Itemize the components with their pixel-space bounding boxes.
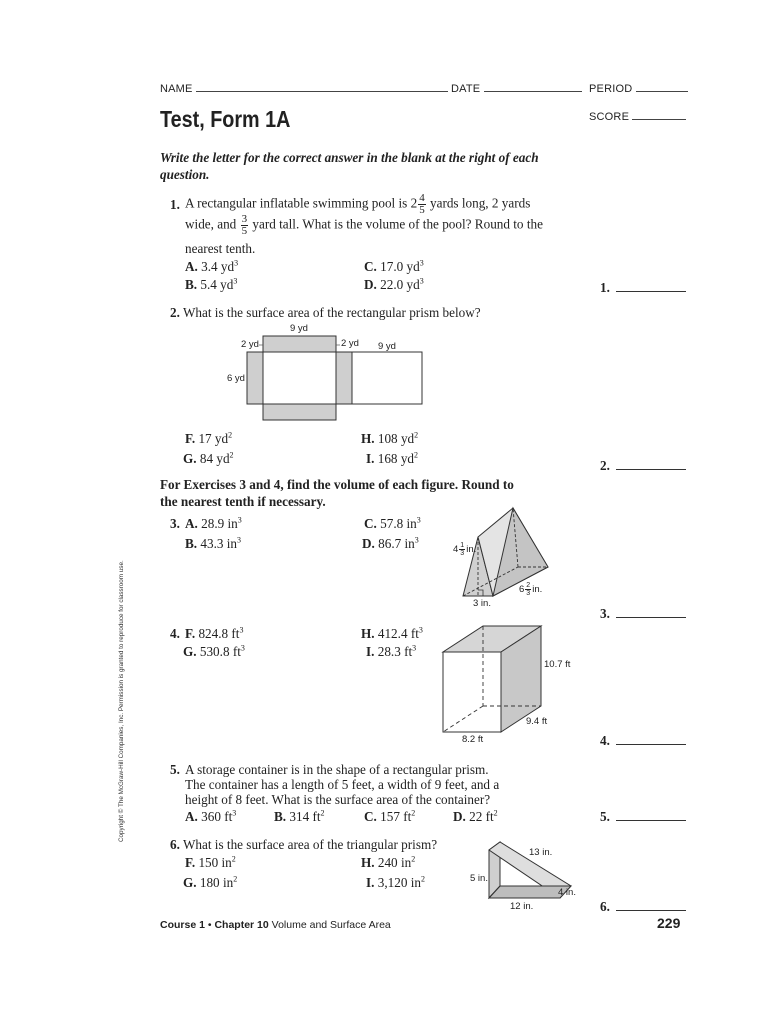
- choice-exponent: 2: [228, 430, 233, 440]
- q1-frac2-den: 5: [241, 225, 248, 237]
- q5-line2: The container has a length of 5 feet, a width of 9 feet, and a: [185, 777, 500, 792]
- choice-exponent: 2: [411, 854, 416, 864]
- q1-text-b: yards long, 2 yards: [426, 195, 531, 211]
- footer-bullet: •: [207, 919, 212, 931]
- q5-number: 5.: [170, 762, 180, 777]
- choice-exponent: 2: [233, 874, 238, 884]
- choice-letter: C.: [364, 516, 377, 531]
- q5-line1: A storage container is in the shape of a rectangular prism.: [185, 762, 489, 777]
- q1-frac1-num: 4: [419, 192, 425, 204]
- choice-exponent: 3: [419, 276, 424, 286]
- period-label: PERIOD: [589, 83, 633, 95]
- q6-label-height: 5 in.: [470, 873, 488, 884]
- choice-exponent: 3: [416, 515, 421, 525]
- choice-text: 180 in: [199, 875, 234, 890]
- choice-exponent: 3: [419, 258, 424, 268]
- choice-exponent: 3: [414, 535, 419, 545]
- choice-text: 108 yd: [377, 431, 415, 446]
- q1-number: 1.: [170, 197, 180, 212]
- q6-label-base: 12 in.: [510, 901, 534, 912]
- choice-text: 5.4 yd: [200, 277, 234, 292]
- footer-course: [160, 919, 391, 931]
- answer-blank-4[interactable]: [600, 733, 686, 749]
- choice-text: 168 yd: [377, 451, 414, 466]
- choice-letter: A.: [185, 516, 198, 531]
- q4-label-depth: 9.4 ft: [526, 716, 548, 727]
- footer-course-name: Course 1: [160, 919, 205, 931]
- answer-blank-5[interactable]: [600, 809, 686, 825]
- choice-exponent: 3: [232, 808, 237, 818]
- choice-text: 84 yd: [199, 451, 230, 466]
- choice-text: 824.8 ft: [198, 626, 240, 641]
- choice-exponent: 2: [320, 808, 325, 818]
- choice-text: 17 yd: [198, 431, 229, 446]
- choice-text: 360 ft: [201, 809, 233, 824]
- choice-letter: F.: [185, 431, 196, 446]
- choice-text: 412.4 ft: [377, 626, 419, 641]
- q5-line3: height of 8 feet. What is the surface area of the container?: [185, 792, 491, 807]
- q3-label-length: 6 $\frac{2}{3}$ in.: [519, 582, 543, 597]
- q6-label-hyp: 13 in.: [529, 847, 553, 858]
- choice-letter: G.: [183, 875, 197, 890]
- choice-exponent: 2: [231, 854, 236, 864]
- choice-exponent: 3: [234, 258, 239, 268]
- section-heading-line2: the nearest tenth if necessary.: [160, 494, 326, 509]
- choice-exponent: 2: [414, 450, 418, 460]
- score-label: SCORE: [589, 111, 630, 123]
- q2-label-height: 6 yd: [227, 373, 245, 384]
- answer-blank-2[interactable]: [600, 458, 686, 474]
- q1-frac2-num: 3: [241, 213, 248, 225]
- footer-chapter: Chapter 10: [214, 919, 269, 931]
- choice-exponent: 3: [239, 625, 244, 635]
- choice-text: 43.3 in: [200, 536, 238, 551]
- answer-number: 2.: [600, 458, 610, 473]
- footer-chapter-title: Volume and Surface Area: [271, 919, 391, 931]
- answer-blank-6[interactable]: [600, 899, 686, 915]
- choice-text: 3,120 in: [377, 875, 421, 890]
- answer-number: 1.: [600, 280, 610, 295]
- choice-letter: C.: [364, 809, 377, 824]
- choice-letter: D.: [453, 809, 466, 824]
- choice-text: 157 ft: [380, 809, 412, 824]
- choice-text: 150 in: [198, 855, 232, 870]
- choice-text: 240 in: [377, 855, 412, 870]
- q1-text-a: A rectangular inflatable swimming pool is 2: [185, 195, 418, 211]
- q3-label-height: 4 $\frac{1}{3}$ in.: [453, 542, 477, 557]
- choice-text: 3.4 yd: [201, 259, 235, 274]
- q4-label-width: 8.2 ft: [462, 734, 484, 745]
- q2-label-right-face: 9 yd: [378, 341, 396, 352]
- choice-exponent: 3: [418, 625, 423, 635]
- choice-text: 314 ft: [289, 809, 321, 824]
- choice-letter: H.: [361, 431, 375, 446]
- q4-number: 4.: [170, 626, 180, 641]
- section-heading-line1: For Exercises 3 and 4, find the volume of each figure. Round to: [160, 477, 514, 492]
- choice-letter: G.: [183, 451, 197, 466]
- choice-letter: A.: [185, 809, 198, 824]
- name-label: NAME: [160, 83, 193, 95]
- q6-label-depth: 4 in.: [558, 887, 576, 898]
- choice-letter: H.: [361, 855, 375, 870]
- choice-exponent: 2: [229, 450, 234, 460]
- choice-exponent: 3: [240, 643, 245, 653]
- answer-number: 5.: [600, 809, 610, 824]
- choice-text: 86.7 in: [378, 536, 415, 551]
- choice-text: 17.0 yd: [380, 259, 420, 274]
- choice-letter: D.: [362, 536, 375, 551]
- choice-letter: D.: [364, 277, 377, 292]
- choice-exponent: 3: [233, 276, 238, 286]
- choice-letter: I.: [366, 451, 375, 466]
- choice-text: 22 ft: [469, 809, 494, 824]
- q2-number: 2.: [170, 305, 180, 320]
- choice-letter: B.: [274, 809, 287, 824]
- choice-exponent: 3: [237, 535, 242, 545]
- choice-text: 530.8 ft: [199, 644, 241, 659]
- choice-letter: H.: [361, 626, 375, 641]
- choice-exponent: 2: [411, 808, 416, 818]
- choice-letter: C.: [364, 259, 377, 274]
- date-label: DATE: [451, 83, 481, 95]
- choice-letter: A.: [185, 259, 198, 274]
- answer-blank-3[interactable]: [600, 606, 686, 622]
- q6-number: 6.: [170, 837, 180, 852]
- copyright-notice: Copyright © The McGraw-Hill Companies, Inc. Permission is granted to reproduce for classroom use.: [118, 560, 125, 842]
- answer-number: 6.: [600, 899, 610, 914]
- choice-text: 28.9 in: [201, 516, 238, 531]
- choice-letter: I.: [366, 644, 375, 659]
- choice-letter: F.: [185, 855, 196, 870]
- choice-letter: I.: [366, 875, 375, 890]
- choice-text: 22.0 yd: [380, 277, 420, 292]
- answer-blank-1[interactable]: [600, 280, 686, 296]
- instructions: Write the letter for the correct answer in the blank at the right of each question.: [160, 150, 539, 182]
- choice-text: 28.3 ft: [377, 644, 413, 659]
- choice-exponent: 3: [412, 643, 417, 653]
- page-number: 229: [657, 915, 681, 931]
- q3-number: 3.: [170, 516, 180, 531]
- choice-exponent: 2: [420, 874, 425, 884]
- choice-letter: B.: [185, 536, 198, 551]
- q1-frac1-den: 5: [419, 204, 425, 216]
- q2-label-right: 2 yd: [341, 338, 359, 349]
- q2-label-top: 9 yd: [290, 323, 308, 334]
- choice-exponent: 2: [414, 430, 419, 440]
- q6-text: What is the surface area of the triangular prism?: [182, 837, 438, 852]
- choice-letter: F.: [185, 626, 196, 641]
- q2-label-left: 2 yd: [241, 339, 259, 350]
- q4-label-height: 10.7 ft: [544, 659, 571, 670]
- q1-text-d: yard tall. What is the volume of the pool? Round to the: [249, 216, 543, 232]
- choice-letter: G.: [183, 644, 197, 659]
- choice-exponent: 2: [493, 808, 498, 818]
- choice-exponent: 3: [237, 515, 242, 525]
- answer-number: 3.: [600, 606, 610, 621]
- choice-text: 57.8 in: [380, 516, 417, 531]
- q2-text: What is the surface area of the rectangular prism below?: [182, 305, 481, 320]
- choice-letter: B.: [185, 277, 198, 292]
- q3-label-base: 3 in.: [473, 598, 491, 609]
- page-title: Test, Form 1A: [160, 106, 291, 132]
- answer-number: 4.: [600, 733, 610, 748]
- q1-text-c: wide, and: [185, 216, 240, 232]
- q1-line3: nearest tenth.: [185, 241, 256, 256]
